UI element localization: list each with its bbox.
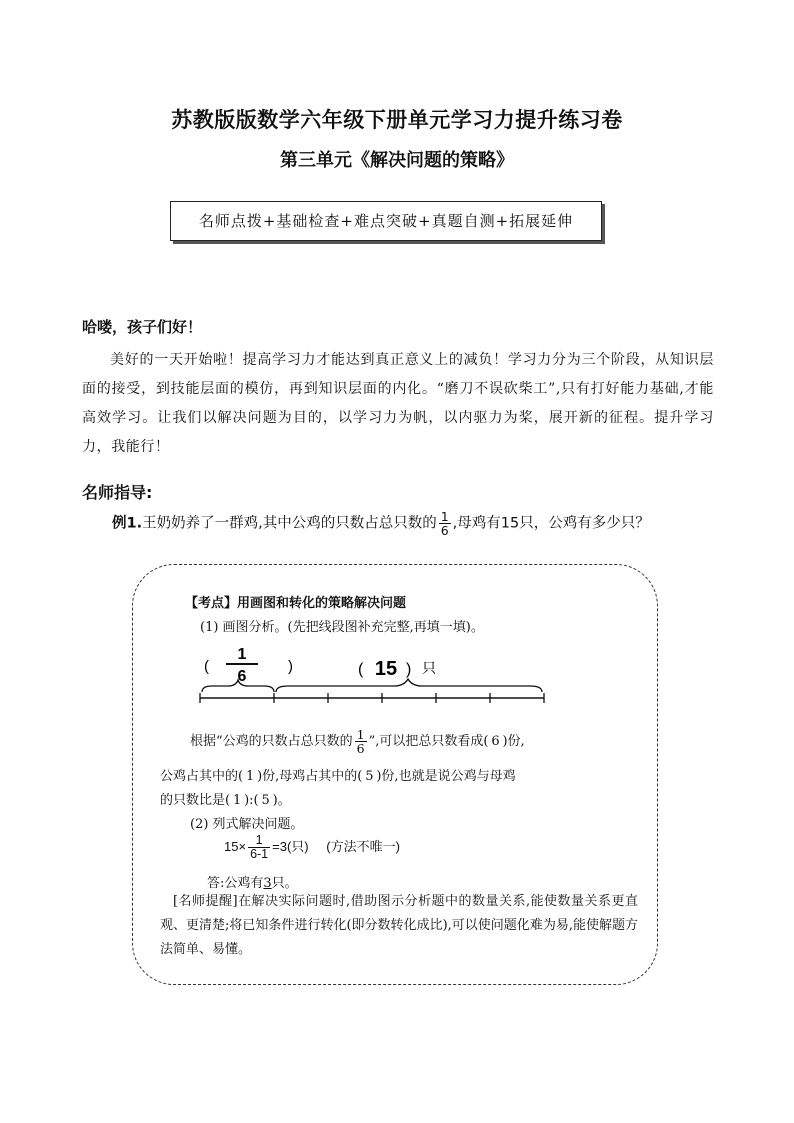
example-text-before: 王奶奶养了一群鸡,其中公鸡的只数占总只数的 — [142, 515, 437, 532]
rule-line-2-b: )份,母鸡占其中的( — [257, 769, 363, 784]
formula-lead: 15× — [224, 839, 247, 855]
answer-ratio-b: 5 — [261, 793, 270, 808]
greeting: 哈喽，孩子们好！ — [82, 318, 203, 336]
example-fraction-num: 1 — [440, 509, 449, 524]
formula-fraction-den: 6-1 — [250, 847, 269, 862]
example-question — [112, 510, 650, 537]
example-fraction — [439, 510, 451, 537]
diagram-fraction-den: 6 — [237, 668, 247, 685]
diagram-fraction-num: 1 — [237, 646, 247, 663]
formula-fraction-num: 1 — [248, 834, 270, 848]
point-line — [185, 592, 406, 611]
rule-line-3-c: )。 — [272, 793, 291, 808]
formula-result: =3(只) — [272, 839, 309, 855]
answer-ratio-a: 1 — [232, 793, 242, 808]
rule-fraction-den: 6 — [356, 741, 365, 757]
rule-line-1-before: 根据“公鸡的只数占总只数的 — [190, 734, 353, 750]
step2-text: (2) 列式解决问题。 — [190, 817, 304, 832]
answer-after: 只。 — [271, 876, 298, 891]
diagram-open-paren-1: ( — [204, 658, 209, 675]
rule-fraction-num: 1 — [356, 727, 365, 742]
answer-before: 答:公鸡有 — [207, 876, 264, 891]
rule-line-2-a: 公鸡占其中的( — [160, 769, 244, 784]
rule-line-1-after: ”,可以把总只数看成( — [368, 734, 489, 750]
answer-rooster-parts: 1 — [245, 769, 255, 784]
diagram-unit: 只 — [422, 661, 436, 677]
diagram-open-paren-2: ( — [358, 661, 364, 678]
diagram-close-paren-2: ) — [406, 661, 412, 678]
answer-value: 3 — [263, 876, 272, 891]
formula — [224, 834, 400, 861]
answer-parts: 6 — [491, 734, 500, 750]
example-fraction-den: 6 — [440, 523, 449, 539]
guide-heading: 名师指导: — [82, 483, 153, 502]
formula-fraction — [248, 834, 270, 861]
segment-diagram-svg — [198, 640, 558, 714]
intro-paragraph: 美好的一天开始啦！提高学习力才能达到真正意义上的减负！学习力分为三个阶段，从知识层面的接受，到技能层面的模仿，再到知识层面的内化。“磨刀不误砍柴工”,只有打好能力基础,才能高效学习。让我们以解决问题为目的，以学习力为帆，以内驱力为桨，展开新的征程。提升学习力，我能行！ — [82, 352, 714, 455]
diagram-value: 15 — [374, 658, 398, 680]
rule-line-2-c: )份,也就是说公鸡与母鸡 — [376, 769, 516, 784]
rule-line-3-a: 的只数比是( — [160, 793, 231, 808]
step1-text: (1) 画图分析。(先把线段图补充完整,再填一填)。 — [200, 620, 484, 635]
example-label: 例1. — [112, 515, 143, 532]
rule-line-3-b: ):( — [244, 793, 259, 808]
point-text: 用画图和转化的策略解决问题 — [237, 596, 407, 611]
example-text-after: ,母鸡有15只，公鸡有多少只？ — [452, 515, 650, 532]
rule-line-2 — [160, 765, 516, 784]
rule-line-3 — [160, 789, 291, 808]
formula-note: (方法不唯一) — [326, 839, 400, 855]
unit-subtitle: 第三单元《解决问题的策略》 — [280, 150, 514, 171]
answer-hen-parts: 5 — [365, 769, 374, 784]
brace-hen — [276, 679, 542, 692]
rule-fraction — [355, 728, 367, 755]
point-label: 【考点】 — [185, 596, 238, 611]
segment-diagram — [198, 640, 558, 718]
tagline-text: 名师点拨+基础检查+难点突破+真题自测+拓展延伸 — [198, 212, 574, 230]
teacher-hint: [名师提醒]在解决实际问题时,借助图示分析题中的数量关系,能使数量关系更直观、更清楚;将已知条件进行转化(即分数转化成比),可以使问题化难为易,能使解题方法简单、易懂。 — [160, 894, 638, 957]
rule-line-1 — [190, 728, 525, 755]
rule-line-1-end: )份, — [502, 734, 525, 750]
page-title: 苏教版版数学六年级下册单元学习力提升练习卷 — [171, 108, 623, 132]
diagram-close-paren-1: ) — [288, 658, 293, 675]
tagline-box — [170, 201, 602, 241]
answer-line — [207, 872, 298, 891]
